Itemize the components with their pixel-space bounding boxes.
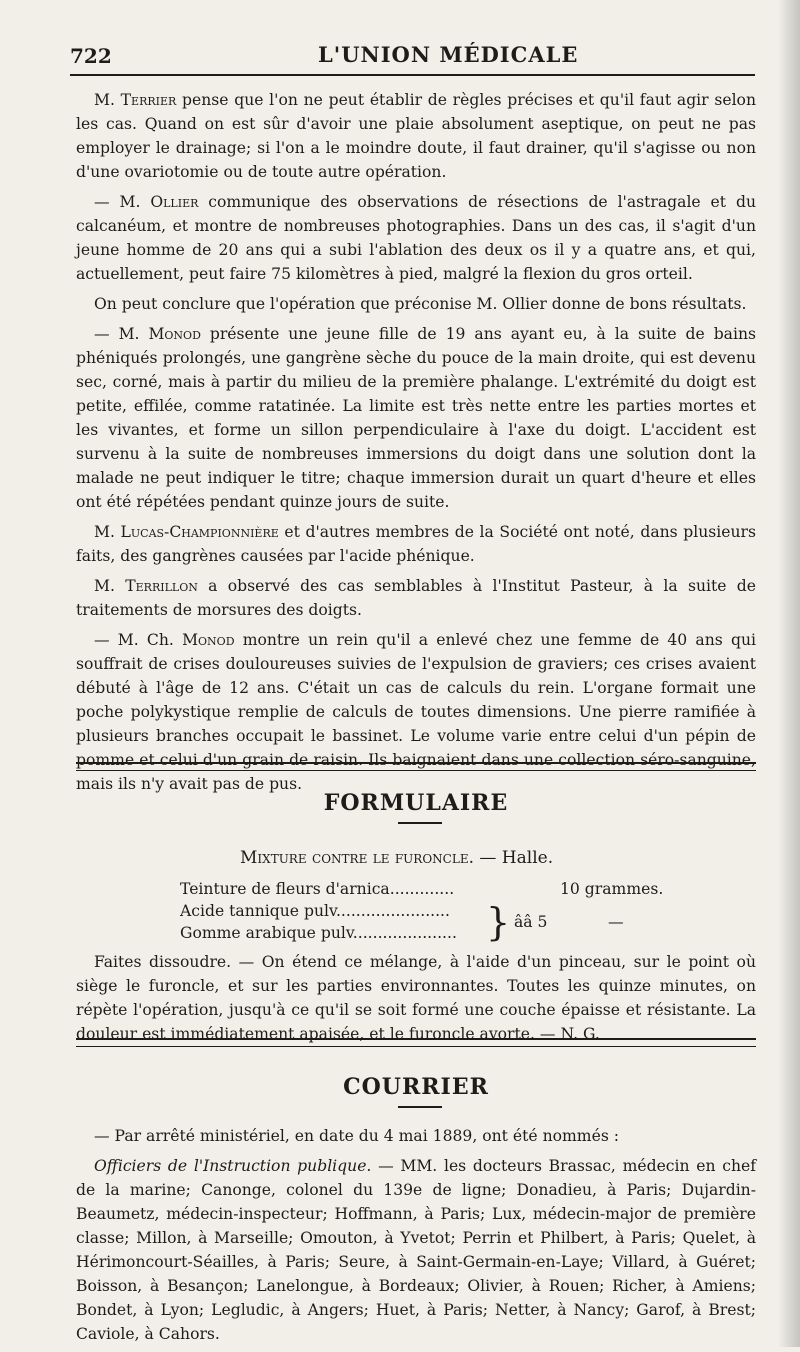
ingredient-name: Acide tannique pulv.......................: [180, 902, 450, 920]
recipe-name: Mixture contre le furoncle.: [240, 848, 474, 868]
report-paragraph: [76, 322, 756, 514]
report-paragraph: [76, 88, 756, 184]
report-paragraph: [76, 574, 756, 622]
recipe-instructions: Faites dissoudre. — On étend ce mélange, à l'aide d'un pinceau, sur le point où siège le furoncle, et sur les parties environnantes. Toutes les quinze minutes, on répète l'opération, jusqu'à ce qu'il se soit formé une couche épaisse et résistante. La douleur est immédiatement apaisée, et le furoncle avorte. — N. G.: [76, 953, 756, 1043]
title-underline: [398, 1106, 442, 1108]
speaker-name: M. Ollier: [119, 193, 199, 211]
paragraph-text: pense que l'on ne peut établir de règles précises et qu'il faut agir selon les cas. Quand on est sûr d'avoir une plaie absolument aseptique, on peut ne pas employer le drainage; si l'on a le moindre doute, il faut drainer, qu'il s'agisse ou non d'une ovariotomie ou de toute autre opération.: [76, 91, 756, 181]
report-paragraph: [76, 292, 756, 316]
speaker-name: M. Monod: [118, 325, 201, 343]
page-shadow: [778, 0, 800, 1347]
courrier-title: COURRIER: [343, 1074, 489, 1100]
report-paragraph: [76, 190, 756, 286]
speaker-name: Monod: [182, 631, 235, 649]
brace-glyph: }: [486, 900, 511, 944]
recipe-author: — Halle.: [479, 848, 554, 868]
speaker-name: M. Terrier: [94, 91, 177, 109]
paragraph-text: a observé des cas semblables à l'Institut Pasteur, à la suite de traitements de morsures des doigts.: [76, 577, 756, 619]
ingredient-name: Gomme arabique pulv.....................: [180, 924, 457, 942]
section-divider: [76, 762, 756, 771]
recipe-instructions-block: [76, 950, 756, 1052]
recipe-title: [240, 848, 553, 868]
paragraph-text: communique des observations de résections de l'astragale et du calcanéum, et montre de nombreuses photographies. Dans un des cas, il s'agit d'un jeune homme de 20 ans qui a subi l'ablation des deux os il y a quatre ans, et qui, actuellement, peut faire 75 kilomètres à pied, malgré la flexion du gros orteil.: [76, 193, 756, 283]
title-underline: [398, 822, 442, 824]
paragraph-text: présente une jeune fille de 19 ans ayant eu, à la suite de bains phéniqués prolongés, une gangrène sèche du pouce de la main droite, qui est devenu sec, corné, mais à partir du milieu de la première phalange. L'extrémité du doigt est petite, effilée, comme ratatinée. La limite est très nette entre les parties mortes et les vivantes, et forme un sillon perpendiculaire à l'axe du doigt. L'accident est survenu à la suite de nombreuses immersions du doigt dans une solution dont la malade ne peut indiquer le titre; chaque immersion durait un quart d'heure et elles ont été répétées pendant quinze jours de suite.: [76, 325, 757, 511]
paragraph-text: —: [94, 193, 120, 211]
paragraph-text: et d'autres membres de la Société ont noté, dans plusieurs faits, des gangrènes causées par l'acide phénique.: [76, 523, 756, 565]
paragraph-text: montre un rein qu'il a enlevé chez une femme de 40 ans qui souffrait de crises douloureuses suivies de l'expulsion de graviers; ces crises avaient débuté à l'âge de 12 ans. C'était un cas de calculs du rein. L'organe formait une poche polykystique remplie de calculs de toutes dimensions. Une pierre ramifiée à plusieurs branches occupait le bassinet. Le volume varie entre celui d'un pépin de pomme et celui d'un grain de raisin. Ils baignaient dans une collection séro-sanguine, mais ils n'y avait pas de pus.: [76, 631, 756, 793]
decree-line: — Par arrêté ministériel, en date du 4 mai 1889, ont été nommés :: [94, 1127, 620, 1145]
page-number: 722: [70, 44, 112, 68]
journal-title: L'UNION MÉDICALE: [318, 42, 579, 67]
ingredient-row: [180, 878, 700, 900]
ingredient-quantity: 10 grammes.: [560, 880, 664, 898]
header-rule: [70, 74, 755, 76]
shared-dash: —: [608, 913, 624, 931]
paragraph-text: — M. Ch.: [94, 631, 183, 649]
speaker-name: M. Terrillon: [94, 577, 198, 595]
appointments-names: — MM. les docteurs Brassac, médecin en chef de la marine; Canonge, colonel du 139e de ligne; Donadieu, à Paris; Dujardin-Beaumetz, médecin-inspecteur; Hoffmann, à Paris; Lux, médecin-major de première classe; Millon, à Marseille; Omouton, à Yvetot; Perrin et Philbert, à Paris; Quelet, à Hérimoncourt-Séailles, à Paris; Seure, à Saint-Germain-en-Laye; Villard, à Guéret; Boisson, à Besançon; Lanelongue, à Bordeaux; Olivier, à Rouen; Richer, à Amiens; Bondet, à Lyon; Legludic, à Angers; Huet, à Paris; Netter, à Nancy; Garof, à Brest; Caviole, à Cahors.: [76, 1157, 756, 1343]
appointments-label: Officiers de l'Instruction publique.: [94, 1157, 372, 1175]
speaker-name: M. Lucas-Championnière: [94, 523, 279, 541]
paragraph-text: —: [94, 325, 119, 343]
report-paragraph: [76, 520, 756, 568]
paragraph-text: On peut conclure que l'opération que préconise M. Ollier donne de bons résultats.: [94, 295, 747, 313]
formulaire-title: FORMULAIRE: [323, 790, 509, 816]
ingredient-name: Teinture de fleurs d'arnica.............: [180, 880, 455, 898]
recipe-ingredients: [180, 878, 700, 944]
section-divider: [76, 1038, 756, 1047]
page-header: [70, 38, 750, 72]
appointments-list: [76, 1154, 756, 1346]
shared-quantity: ââ 5: [514, 913, 548, 931]
courrier-body: [76, 1124, 756, 1352]
society-report: [76, 88, 756, 802]
